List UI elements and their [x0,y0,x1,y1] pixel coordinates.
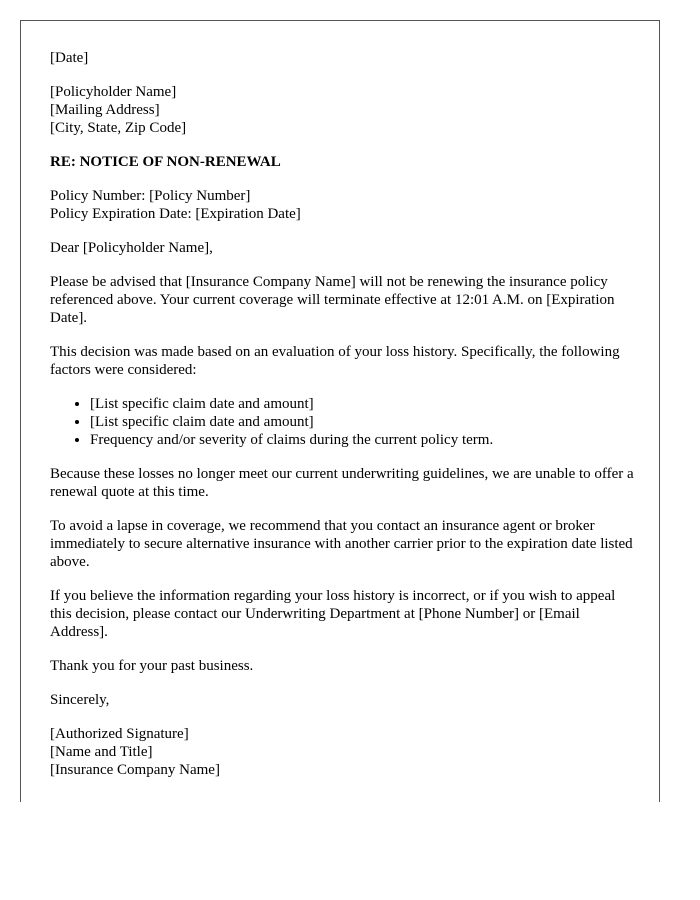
letter-body [50,49,640,795]
list-item: • [List specific claim date and amount] [90,413,640,431]
authorized-signature: [Authorized Signature] [50,726,189,742]
recipient-block [50,83,640,137]
factors-list [50,395,640,449]
signature-block [50,725,640,779]
thanks-line: Thank you for your past business. [50,658,254,674]
recipient-city-state-zip: [City, State, Zip Code] [50,120,187,136]
letter-page [20,20,660,802]
recipient-address: [Mailing Address] [50,102,160,118]
policy-number: Policy Number: [Policy Number] [50,188,251,204]
list-item: • [List specific claim date and amount] [90,395,640,413]
paragraph-recommendation: To avoid a lapse in coverage, we recommend that you contact an insurance agent or broker immediately to secure alternative insurance with another carrier prior to the expiration date listed above. [50,518,633,570]
paragraph-decision: This decision was made based on an evaluation of your loss history. Specifically, the following factors were considered: [50,344,620,378]
signer-name-title: [Name and Title] [50,744,153,760]
policy-expiration: Policy Expiration Date: [Expiration Date] [50,206,301,222]
closing-line: Sincerely, [50,692,110,708]
paragraph-notice: Please be advised that [Insurance Company Name] will not be renewing the insurance policy referenced above. Your current coverage will terminate effective at 12:01 A.M. on [Expiration Date]. [50,274,615,326]
paragraph-guidelines: Because these losses no longer meet our current underwriting guidelines, we are unable to offer a renewal quote at this time. [50,466,634,500]
salutation: Dear [Policyholder Name], [50,240,213,256]
paragraph-appeal: If you believe the information regarding your loss history is incorrect, or if you wish to appeal this decision, please contact our Underwriting Department at [Phone Number] or [Email Address]. [50,588,616,640]
subject-heading: RE: NOTICE OF NON-RENEWAL [50,154,281,170]
letter-date: [Date] [50,50,89,66]
recipient-name: [Policyholder Name] [50,84,177,100]
policy-block [50,187,640,223]
list-item: • Frequency and/or severity of claims during the current policy term. [90,431,640,449]
signer-company: [Insurance Company Name] [50,762,220,778]
